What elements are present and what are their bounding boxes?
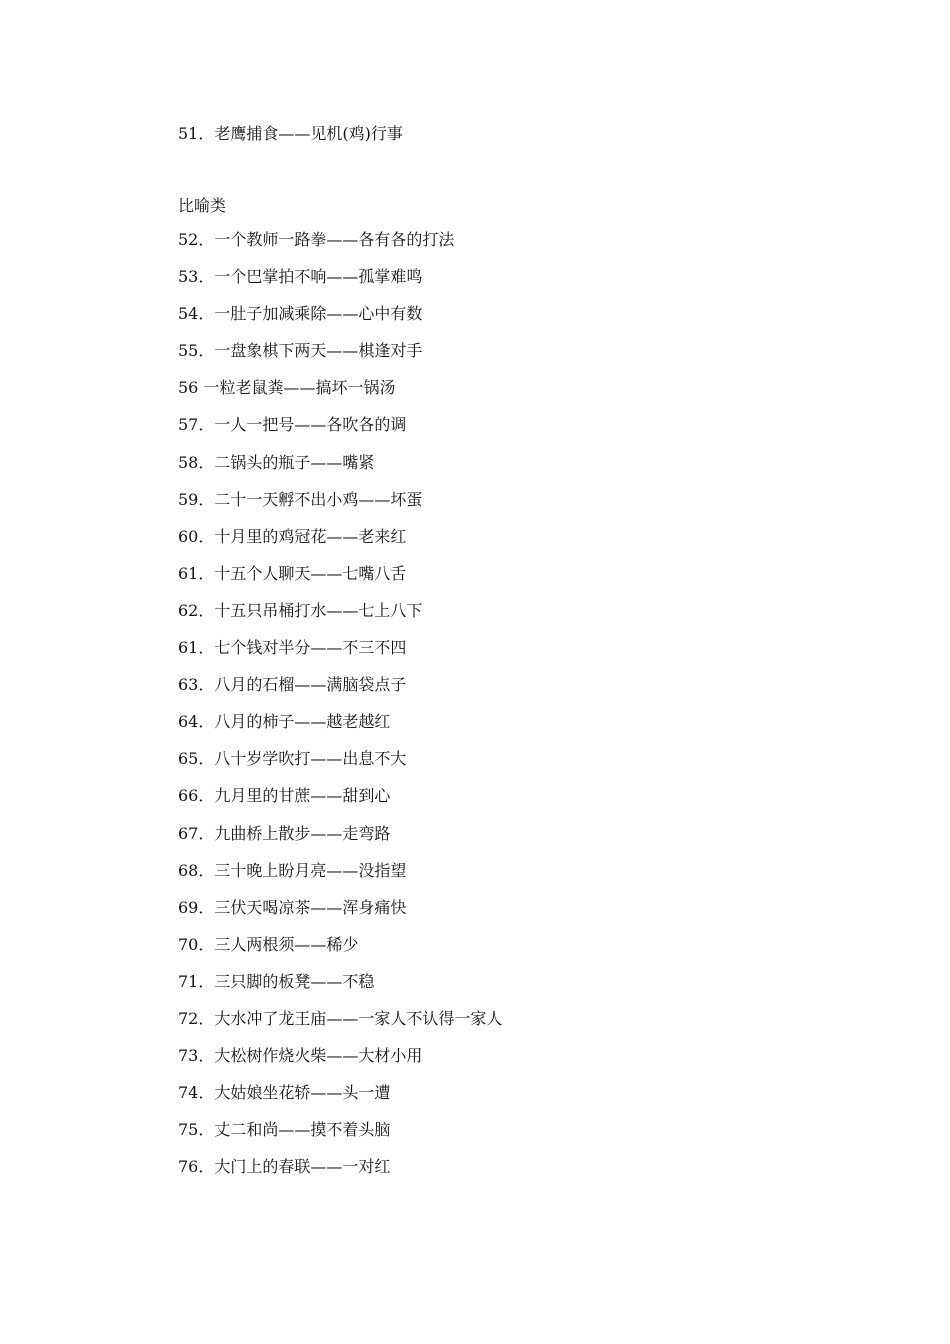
list-item: 75．丈二和尚——摸不着头脑 bbox=[178, 1120, 391, 1140]
list-item: 76．大门上的春联——一对红 bbox=[178, 1157, 391, 1177]
list-item: 61．七个钱对半分——不三不四 bbox=[178, 638, 407, 658]
section-heading: 比喻类 bbox=[178, 196, 227, 215]
list-item: 73．大松树作烧火柴——大材小用 bbox=[178, 1046, 423, 1066]
list-item: 66．九月里的甘蔗——甜到心 bbox=[178, 786, 391, 806]
list-item: 61．十五个人聊天——七嘴八舌 bbox=[178, 563, 407, 583]
list-item: 59．二十一天孵不出小鸡——坏蛋 bbox=[178, 489, 423, 509]
list-item: 63．八月的石榴——满脑袋点子 bbox=[178, 675, 407, 695]
list-item: 70．三人两根须——稀少 bbox=[178, 934, 359, 954]
list-item: 74．大姑娘坐花轿——头一遭 bbox=[178, 1083, 391, 1103]
list-item: 60．十月里的鸡冠花——老来红 bbox=[178, 526, 407, 546]
list-item: 69．三伏天喝凉茶——浑身痛快 bbox=[178, 897, 407, 917]
list-item: 53．一个巴掌拍不响——孤掌难鸣 bbox=[178, 267, 423, 287]
document-content bbox=[178, 124, 798, 1194]
list-item: 72．大水冲了龙王庙——一家人不认得一家人 bbox=[178, 1008, 503, 1028]
xiehouyu-list bbox=[178, 230, 798, 1177]
list-item: 56 一粒老鼠粪——搞坏一锅汤 bbox=[178, 378, 396, 398]
list-item: 71．三只脚的板凳——不稳 bbox=[178, 971, 375, 991]
list-item: 62．十五只吊桶打水——七上八下 bbox=[178, 600, 423, 620]
list-item: 52．一个教师一路拳——各有各的打法 bbox=[178, 230, 455, 249]
list-item: 51．老鹰捕食——见机(鸡)行事 bbox=[178, 124, 403, 143]
list-item: 54．一肚子加减乘除——心中有数 bbox=[178, 304, 423, 324]
list-item: 55．一盘象棋下两天——棋逢对手 bbox=[178, 341, 423, 361]
list-item: 57．一人一把号——各吹各的调 bbox=[178, 415, 407, 435]
list-item: 65．八十岁学吹打——出息不大 bbox=[178, 749, 407, 769]
list-item: 58．二锅头的瓶子——嘴紧 bbox=[178, 452, 375, 472]
list-item: 64．八月的柿子——越老越红 bbox=[178, 712, 391, 732]
list-item: 68．三十晚上盼月亮——没指望 bbox=[178, 860, 407, 880]
list-item: 67．九曲桥上散步——走弯路 bbox=[178, 823, 391, 843]
